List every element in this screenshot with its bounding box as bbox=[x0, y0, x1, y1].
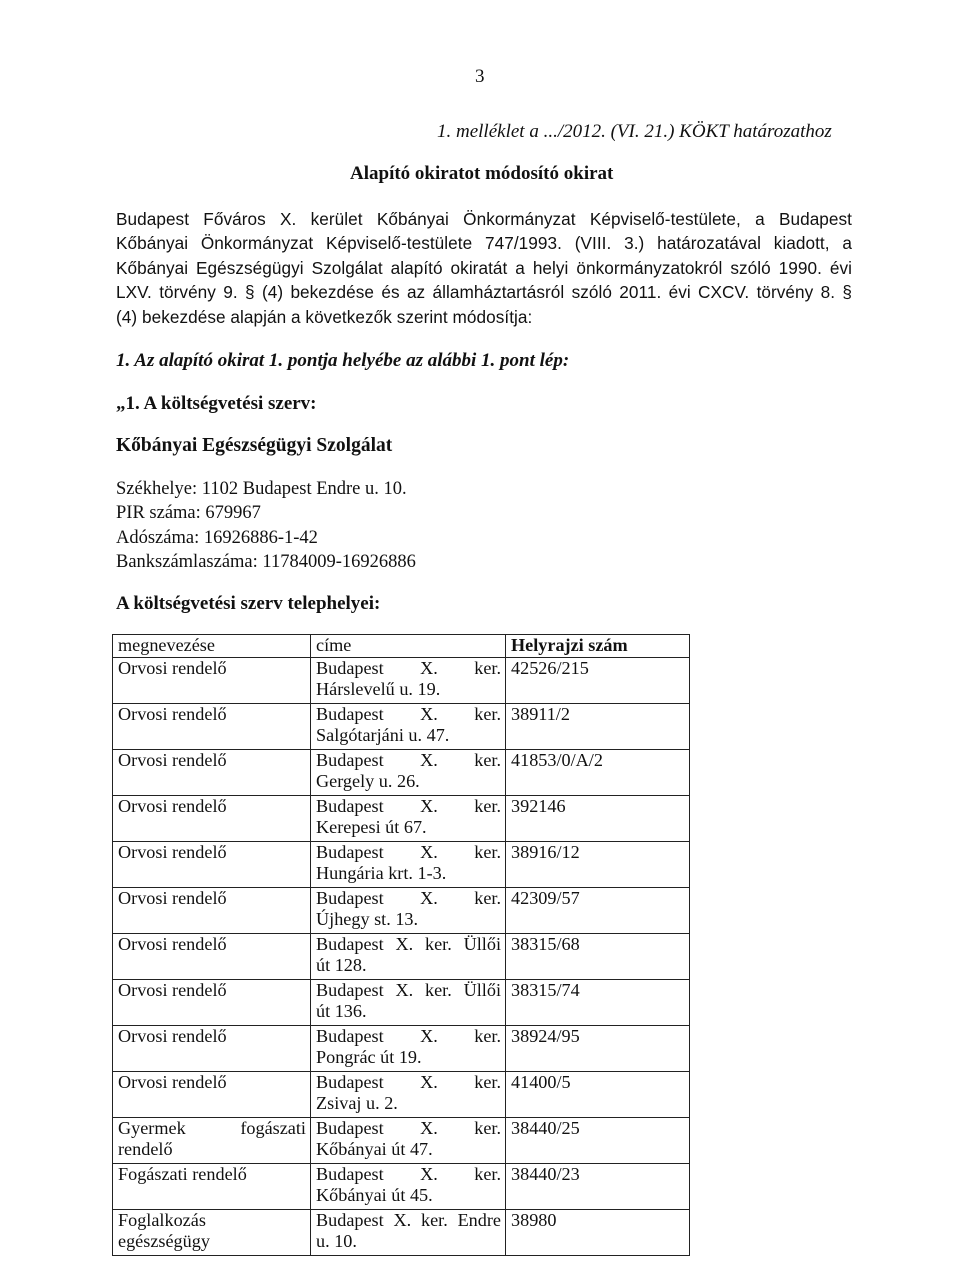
table-row bbox=[113, 795, 690, 841]
sites-table bbox=[112, 634, 690, 1256]
site-address-line: Budapest X. ker. bbox=[316, 1163, 501, 1184]
site-address-line: Hungária krt. 1-3. bbox=[316, 863, 447, 883]
site-address-cell bbox=[311, 657, 506, 703]
site-name-line: Orvosi rendelő bbox=[118, 1025, 227, 1046]
site-address-line: út 136. bbox=[316, 1001, 367, 1021]
site-address-cell bbox=[311, 795, 506, 841]
site-address-line: Budapest X. ker. bbox=[316, 1071, 501, 1092]
site-lot-number-cell: 38911/2 bbox=[506, 703, 690, 749]
org-details bbox=[116, 477, 416, 574]
site-address-cell bbox=[311, 749, 506, 795]
site-name-cell bbox=[113, 1117, 311, 1163]
site-lot-number-cell: 38315/68 bbox=[506, 933, 690, 979]
site-address-line: Kőbányai út 47. bbox=[316, 1139, 433, 1159]
document-title: Alapító okiratot módosító okirat bbox=[350, 163, 614, 184]
site-address-line: Budapest X. ker. bbox=[316, 657, 501, 678]
intro-line: Kőbányai Önkormányzat Képviselő-testülete 747/1993. (VIII. 3.) határozatával kiadott, a bbox=[116, 233, 852, 254]
sites-heading: A költségvetési szerv telephelyei: bbox=[116, 593, 381, 614]
seat-line: Székhelye: 1102 Budapest Endre u. 10. bbox=[116, 479, 407, 499]
site-name-line: Foglalkozás bbox=[118, 1209, 206, 1230]
intro-line: Kőbányai Egészségügyi Szolgálat alapító okiratát a helyi önkormányzatokról szóló 1990. évi bbox=[116, 257, 852, 278]
section-heading: 1. Az alapító okirat 1. pontja helyébe az alábbi 1. pont lép: bbox=[116, 350, 570, 371]
site-address-line: Budapest X. ker. bbox=[316, 841, 501, 862]
site-name-cell bbox=[113, 979, 311, 1025]
table-row bbox=[113, 1163, 690, 1209]
table-row bbox=[113, 657, 690, 703]
site-name-cell bbox=[113, 703, 311, 749]
bank-account-line: Bankszámlaszáma: 11784009-16926886 bbox=[116, 551, 416, 572]
site-address-line: Budapest X. ker. bbox=[316, 795, 501, 816]
site-address-cell bbox=[311, 1071, 506, 1117]
site-name-line: Orvosi rendelő bbox=[118, 657, 227, 678]
site-address-line: út 128. bbox=[316, 955, 367, 975]
site-address-line: Hárslevelű u. 19. bbox=[316, 679, 441, 699]
org-name: Kőbányai Egészségügyi Szolgálat bbox=[116, 435, 393, 456]
site-address-line: Budapest X. ker. bbox=[316, 703, 501, 724]
site-name-cell bbox=[113, 887, 311, 933]
site-address-cell bbox=[311, 933, 506, 979]
site-address-line: Budapest X. ker. bbox=[316, 1117, 501, 1138]
site-address-cell bbox=[311, 1163, 506, 1209]
site-address-line: Kerepesi út 67. bbox=[316, 817, 427, 837]
site-name-line: Orvosi rendelő bbox=[118, 933, 227, 954]
site-address-line: Budapest X. ker. Üllői bbox=[316, 933, 501, 954]
site-name-cell bbox=[113, 1163, 311, 1209]
site-lot-number-cell: 38440/23 bbox=[506, 1163, 690, 1209]
site-name-cell bbox=[113, 1209, 311, 1255]
site-address-line: Gergely u. 26. bbox=[316, 771, 420, 791]
site-name-line: Orvosi rendelő bbox=[118, 979, 227, 1000]
site-lot-number-cell: 42309/57 bbox=[506, 887, 690, 933]
site-lot-number-cell: 38315/74 bbox=[506, 979, 690, 1025]
org-type-heading: „1. A költségvetési szerv: bbox=[116, 393, 317, 414]
site-address-cell bbox=[311, 979, 506, 1025]
site-name-cell bbox=[113, 1071, 311, 1117]
site-lot-number-cell: 392146 bbox=[506, 795, 690, 841]
intro-line: Budapest Főváros X. kerület Kőbányai Önkormányzat Képviselő-testülete, a Budapest bbox=[116, 209, 852, 229]
intro-line: (4) bekezdése alapján a következők szerint módosítja: bbox=[116, 306, 533, 327]
table-header-row bbox=[113, 635, 690, 658]
site-address-cell bbox=[311, 1209, 506, 1255]
site-address-line: Kőbányai út 45. bbox=[316, 1185, 433, 1205]
table-row bbox=[113, 933, 690, 979]
site-name-line: Orvosi rendelő bbox=[118, 703, 227, 724]
site-name-line: rendelő bbox=[118, 1139, 173, 1159]
site-name-line: Orvosi rendelő bbox=[118, 749, 227, 770]
site-lot-number-cell: 38924/95 bbox=[506, 1025, 690, 1071]
table-row bbox=[113, 1025, 690, 1071]
site-address-cell bbox=[311, 1025, 506, 1071]
site-address-cell bbox=[311, 703, 506, 749]
table-row bbox=[113, 749, 690, 795]
table-row bbox=[113, 703, 690, 749]
site-address-line: Budapest X. ker. bbox=[316, 887, 501, 908]
site-address-line: Budapest X. ker. Üllői bbox=[316, 979, 501, 1000]
tax-number-line: Adószáma: 16926886-1-42 bbox=[116, 527, 318, 548]
annex-reference: 1. melléklet a .../2012. (VI. 21.) KÖKT határozathoz bbox=[437, 121, 832, 142]
site-name-line: Orvosi rendelő bbox=[118, 841, 227, 862]
site-lot-number-cell: 38916/12 bbox=[506, 841, 690, 887]
site-address-cell bbox=[311, 1117, 506, 1163]
site-name-line: egészségügy bbox=[118, 1231, 210, 1251]
table-row bbox=[113, 1209, 690, 1255]
site-address-cell bbox=[311, 887, 506, 933]
site-name-line: Orvosi rendelő bbox=[118, 1071, 227, 1092]
pir-line: PIR száma: 679967 bbox=[116, 503, 261, 524]
site-lot-number-cell: 41400/5 bbox=[506, 1071, 690, 1117]
header-address: címe bbox=[311, 635, 506, 658]
site-name-line: Fogászati rendelő bbox=[118, 1163, 247, 1184]
site-address-line: Zsivaj u. 2. bbox=[316, 1093, 398, 1113]
site-name-cell bbox=[113, 841, 311, 887]
header-lot-number: Helyrajzi szám bbox=[506, 635, 690, 658]
site-name-line: Gyermek fogászati bbox=[118, 1117, 306, 1138]
intro-line: LXV. törvény 9. § (4) bekezdése és az államháztartásról szóló 2011. évi CXCV. törvény 8. § bbox=[116, 282, 852, 303]
table-row bbox=[113, 1071, 690, 1117]
site-address-line: Pongrác út 19. bbox=[316, 1047, 422, 1067]
site-name-cell bbox=[113, 1025, 311, 1071]
site-name-cell bbox=[113, 933, 311, 979]
site-address-cell bbox=[311, 841, 506, 887]
site-address-line: Budapest X. ker. bbox=[316, 1025, 501, 1046]
site-name-line: Orvosi rendelő bbox=[118, 887, 227, 908]
site-name-line: Orvosi rendelő bbox=[118, 795, 227, 816]
table-row bbox=[113, 841, 690, 887]
site-address-line: Újhegy st. 13. bbox=[316, 909, 419, 929]
site-name-cell bbox=[113, 795, 311, 841]
site-address-line: u. 10. bbox=[316, 1231, 357, 1251]
site-name-cell bbox=[113, 749, 311, 795]
table-row bbox=[113, 887, 690, 933]
table-row bbox=[113, 1117, 690, 1163]
site-address-line: Salgótarjáni u. 47. bbox=[316, 725, 450, 745]
intro-paragraph bbox=[116, 207, 852, 329]
page-number: 3 bbox=[475, 66, 485, 87]
site-address-line: Budapest X. ker. bbox=[316, 749, 501, 770]
header-name: megnevezése bbox=[113, 635, 311, 658]
site-lot-number-cell: 41853/0/A/2 bbox=[506, 749, 690, 795]
site-name-cell bbox=[113, 657, 311, 703]
site-lot-number-cell: 38440/25 bbox=[506, 1117, 690, 1163]
table-row bbox=[113, 979, 690, 1025]
site-address-line: Budapest X. ker. Endre bbox=[316, 1209, 501, 1230]
site-lot-number-cell: 38980 bbox=[506, 1209, 690, 1255]
site-lot-number-cell: 42526/215 bbox=[506, 657, 690, 703]
